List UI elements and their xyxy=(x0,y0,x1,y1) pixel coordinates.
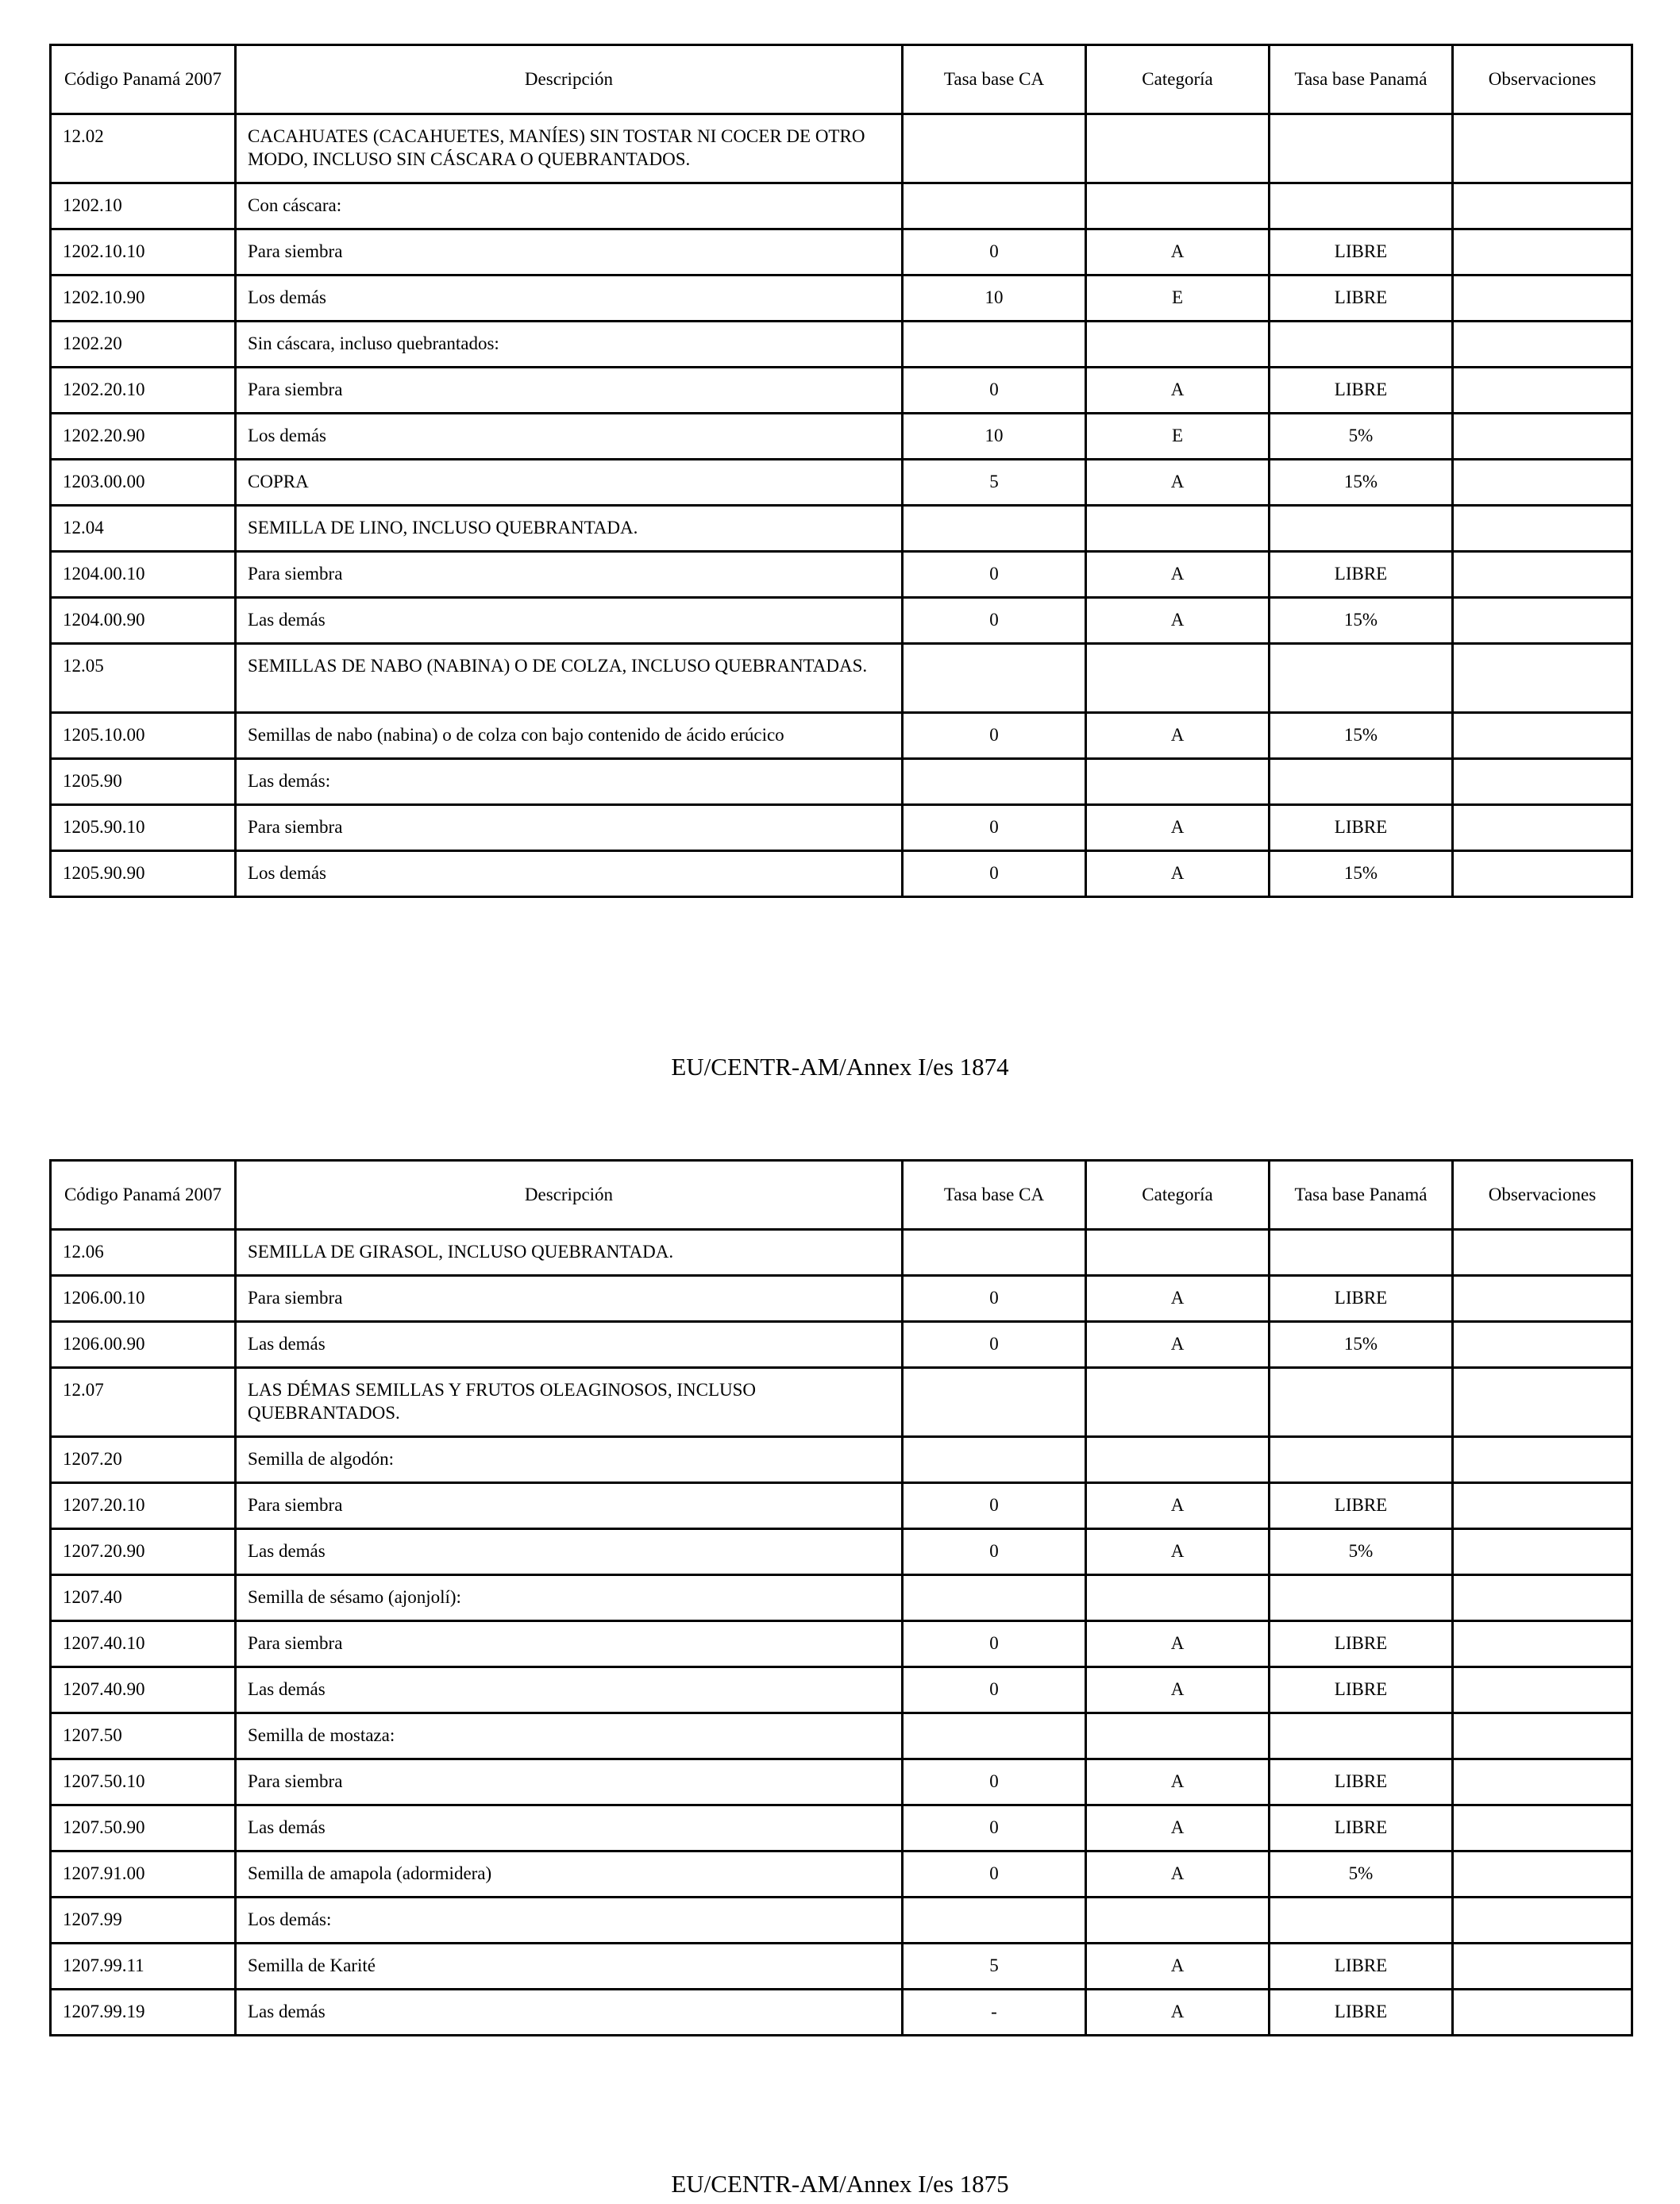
cell-codigo: 12.05 xyxy=(51,644,236,713)
cell-tasa-base-panama: 5% xyxy=(1270,1529,1453,1575)
cell-codigo: 1207.20.90 xyxy=(51,1529,236,1575)
cell-tasa-base-panama: LIBRE xyxy=(1270,276,1453,322)
header-descripcion: Descripción xyxy=(236,1161,903,1230)
cell-observaciones xyxy=(1453,1621,1632,1667)
cell-codigo: 1206.00.90 xyxy=(51,1322,236,1368)
cell-observaciones xyxy=(1453,414,1632,460)
cell-tasa-base-panama: LIBRE xyxy=(1270,1667,1453,1713)
table-row xyxy=(51,713,1632,759)
table-row xyxy=(51,1437,1632,1483)
cell-observaciones xyxy=(1453,1990,1632,2036)
cell-tasa-base-ca xyxy=(903,506,1086,552)
table-row xyxy=(51,1759,1632,1805)
cell-codigo: 1204.00.10 xyxy=(51,552,236,598)
cell-codigo: 1205.90 xyxy=(51,759,236,805)
cell-tasa-base-panama: LIBRE xyxy=(1270,1990,1453,2036)
cell-tasa-base-ca: 0 xyxy=(903,1529,1086,1575)
cell-observaciones xyxy=(1453,1851,1632,1898)
cell-descripcion: Los demás: xyxy=(236,1898,903,1944)
cell-tasa-base-panama: LIBRE xyxy=(1270,1759,1453,1805)
cell-categoria: A xyxy=(1086,552,1270,598)
cell-descripcion: Semilla de sésamo (ajonjolí): xyxy=(236,1575,903,1621)
cell-codigo: 1207.40 xyxy=(51,1575,236,1621)
cell-codigo: 1207.99 xyxy=(51,1898,236,1944)
cell-observaciones xyxy=(1453,805,1632,851)
cell-tasa-base-panama: LIBRE xyxy=(1270,229,1453,276)
cell-codigo: 1204.00.90 xyxy=(51,598,236,644)
cell-tasa-base-panama xyxy=(1270,183,1453,229)
cell-codigo: 1203.00.00 xyxy=(51,460,236,506)
table-row xyxy=(51,506,1632,552)
cell-descripcion: Semilla de algodón: xyxy=(236,1437,903,1483)
cell-observaciones xyxy=(1453,1944,1632,1990)
cell-tasa-base-panama: LIBRE xyxy=(1270,1944,1453,1990)
cell-categoria: A xyxy=(1086,1944,1270,1990)
cell-tasa-base-ca xyxy=(903,1230,1086,1276)
cell-observaciones xyxy=(1453,598,1632,644)
cell-codigo: 1207.50.10 xyxy=(51,1759,236,1805)
header-codigo: Código Panamá 2007 xyxy=(51,1161,236,1230)
cell-observaciones xyxy=(1453,1529,1632,1575)
cell-categoria: A xyxy=(1086,1805,1270,1851)
cell-categoria: A xyxy=(1086,1759,1270,1805)
cell-codigo: 1207.50.90 xyxy=(51,1805,236,1851)
table-row xyxy=(51,229,1632,276)
cell-tasa-base-panama xyxy=(1270,322,1453,368)
cell-tasa-base-panama xyxy=(1270,114,1453,183)
cell-observaciones xyxy=(1453,851,1632,897)
cell-tasa-base-panama: LIBRE xyxy=(1270,552,1453,598)
cell-observaciones xyxy=(1453,1667,1632,1713)
cell-descripcion: Para siembra xyxy=(236,1621,903,1667)
cell-descripcion: Las demás: xyxy=(236,759,903,805)
cell-codigo: 1202.10 xyxy=(51,183,236,229)
cell-categoria: A xyxy=(1086,368,1270,414)
cell-categoria xyxy=(1086,114,1270,183)
cell-tasa-base-ca xyxy=(903,1368,1086,1437)
cell-descripcion: Los demás xyxy=(236,276,903,322)
table-row xyxy=(51,1667,1632,1713)
cell-observaciones xyxy=(1453,229,1632,276)
header-tasa-base-ca: Tasa base CA xyxy=(903,45,1086,114)
cell-observaciones xyxy=(1453,1713,1632,1759)
cell-observaciones xyxy=(1453,114,1632,183)
table-body xyxy=(51,1230,1632,2036)
table-row xyxy=(51,1276,1632,1322)
cell-tasa-base-ca xyxy=(903,1898,1086,1944)
cell-descripcion: Para siembra xyxy=(236,552,903,598)
cell-categoria xyxy=(1086,506,1270,552)
cell-descripcion: CACAHUATES (CACAHUETES, MANÍES) SIN TOSTAR NI COCER DE OTRO MODO, INCLUSO SIN CÁSCARA O QUEBRANTADOS. xyxy=(236,114,903,183)
header-observaciones: Observaciones xyxy=(1453,45,1632,114)
cell-tasa-base-panama: 15% xyxy=(1270,713,1453,759)
cell-tasa-base-ca: 0 xyxy=(903,851,1086,897)
table-row xyxy=(51,460,1632,506)
cell-observaciones xyxy=(1453,1805,1632,1851)
cell-codigo: 1207.20 xyxy=(51,1437,236,1483)
cell-observaciones xyxy=(1453,460,1632,506)
cell-observaciones xyxy=(1453,1759,1632,1805)
cell-tasa-base-panama: LIBRE xyxy=(1270,805,1453,851)
cell-descripcion: SEMILLAS DE NABO (NABINA) O DE COLZA, INCLUSO QUEBRANTADAS. xyxy=(236,644,903,713)
cell-categoria: A xyxy=(1086,1483,1270,1529)
cell-codigo: 1205.90.90 xyxy=(51,851,236,897)
cell-descripcion: Semillas de nabo (nabina) o de colza con bajo contenido de ácido erúcico xyxy=(236,713,903,759)
cell-tasa-base-panama: 5% xyxy=(1270,414,1453,460)
cell-descripcion: SEMILLA DE LINO, INCLUSO QUEBRANTADA. xyxy=(236,506,903,552)
cell-observaciones xyxy=(1453,1322,1632,1368)
cell-tasa-base-ca: 0 xyxy=(903,552,1086,598)
cell-tasa-base-ca: 0 xyxy=(903,1322,1086,1368)
cell-descripcion: Las demás xyxy=(236,1990,903,2036)
cell-descripcion: LAS DÉMAS SEMILLAS Y FRUTOS OLEAGINOSOS, INCLUSO QUEBRANTADOS. xyxy=(236,1368,903,1437)
cell-descripcion: COPRA xyxy=(236,460,903,506)
cell-codigo: 1202.20.10 xyxy=(51,368,236,414)
cell-observaciones xyxy=(1453,759,1632,805)
table-row xyxy=(51,183,1632,229)
cell-categoria: A xyxy=(1086,1322,1270,1368)
cell-descripcion: Para siembra xyxy=(236,1276,903,1322)
cell-categoria: A xyxy=(1086,1276,1270,1322)
header-categoria: Categoría xyxy=(1086,45,1270,114)
cell-tasa-base-ca xyxy=(903,1437,1086,1483)
cell-categoria xyxy=(1086,1898,1270,1944)
table-row xyxy=(51,322,1632,368)
page-reference-label: EU/CENTR-AM/Annex I/es 1875 xyxy=(671,2170,1009,2198)
cell-tasa-base-panama: LIBRE xyxy=(1270,1276,1453,1322)
cell-tasa-base-ca: 5 xyxy=(903,460,1086,506)
cell-tasa-base-ca: 0 xyxy=(903,1759,1086,1805)
cell-tasa-base-ca: 0 xyxy=(903,368,1086,414)
cell-tasa-base-panama xyxy=(1270,1898,1453,1944)
table-row xyxy=(51,414,1632,460)
cell-tasa-base-ca: 5 xyxy=(903,1944,1086,1990)
table-row xyxy=(51,1575,1632,1621)
table-row xyxy=(51,598,1632,644)
table-row xyxy=(51,1322,1632,1368)
cell-tasa-base-ca: 10 xyxy=(903,414,1086,460)
cell-descripcion: Sin cáscara, incluso quebrantados: xyxy=(236,322,903,368)
cell-tasa-base-panama xyxy=(1270,1713,1453,1759)
cell-tasa-base-ca: 0 xyxy=(903,229,1086,276)
cell-categoria xyxy=(1086,322,1270,368)
header-descripcion: Descripción xyxy=(236,45,903,114)
cell-categoria xyxy=(1086,1713,1270,1759)
cell-tasa-base-panama xyxy=(1270,1575,1453,1621)
cell-observaciones xyxy=(1453,1368,1632,1437)
cell-tasa-base-ca xyxy=(903,1713,1086,1759)
cell-categoria: A xyxy=(1086,805,1270,851)
table-header-row xyxy=(51,1161,1632,1230)
cell-tasa-base-panama: 5% xyxy=(1270,1851,1453,1898)
cell-categoria xyxy=(1086,1437,1270,1483)
cell-tasa-base-panama xyxy=(1270,759,1453,805)
cell-tasa-base-ca xyxy=(903,114,1086,183)
cell-tasa-base-panama: LIBRE xyxy=(1270,1483,1453,1529)
table-row xyxy=(51,1990,1632,2036)
cell-descripcion: Con cáscara: xyxy=(236,183,903,229)
cell-categoria: A xyxy=(1086,1667,1270,1713)
cell-categoria xyxy=(1086,183,1270,229)
cell-tasa-base-panama: LIBRE xyxy=(1270,1621,1453,1667)
cell-tasa-base-ca: 0 xyxy=(903,1621,1086,1667)
cell-observaciones xyxy=(1453,644,1632,713)
table-row xyxy=(51,1483,1632,1529)
cell-observaciones xyxy=(1453,276,1632,322)
cell-codigo: 1207.99.11 xyxy=(51,1944,236,1990)
cell-observaciones xyxy=(1453,1276,1632,1322)
cell-categoria xyxy=(1086,1368,1270,1437)
cell-descripcion: Para siembra xyxy=(236,368,903,414)
cell-categoria: A xyxy=(1086,598,1270,644)
cell-observaciones xyxy=(1453,183,1632,229)
cell-codigo: 12.07 xyxy=(51,1368,236,1437)
cell-descripcion: Para siembra xyxy=(236,229,903,276)
cell-tasa-base-ca xyxy=(903,1575,1086,1621)
cell-tasa-base-panama: LIBRE xyxy=(1270,368,1453,414)
header-codigo: Código Panamá 2007 xyxy=(51,45,236,114)
cell-descripcion: Para siembra xyxy=(236,1483,903,1529)
cell-descripcion: Las demás xyxy=(236,1667,903,1713)
cell-categoria: A xyxy=(1086,1621,1270,1667)
cell-codigo: 1207.91.00 xyxy=(51,1851,236,1898)
table-body xyxy=(51,114,1632,897)
cell-categoria: A xyxy=(1086,1990,1270,2036)
cell-codigo: 1202.20.90 xyxy=(51,414,236,460)
cell-descripcion: SEMILLA DE GIRASOL, INCLUSO QUEBRANTADA. xyxy=(236,1230,903,1276)
cell-descripcion: Para siembra xyxy=(236,805,903,851)
cell-tasa-base-ca xyxy=(903,759,1086,805)
table-row xyxy=(51,1851,1632,1898)
table-row xyxy=(51,1944,1632,1990)
cell-codigo: 12.06 xyxy=(51,1230,236,1276)
cell-categoria xyxy=(1086,1575,1270,1621)
table-row xyxy=(51,1805,1632,1851)
cell-descripcion: Semilla de mostaza: xyxy=(236,1713,903,1759)
cell-observaciones xyxy=(1453,1898,1632,1944)
cell-codigo: 1202.20 xyxy=(51,322,236,368)
cell-tasa-base-panama xyxy=(1270,1437,1453,1483)
table-row xyxy=(51,114,1632,183)
cell-categoria: A xyxy=(1086,229,1270,276)
cell-descripcion: Las demás xyxy=(236,1529,903,1575)
cell-observaciones xyxy=(1453,1230,1632,1276)
cell-tasa-base-ca: 0 xyxy=(903,1851,1086,1898)
cell-categoria: E xyxy=(1086,276,1270,322)
cell-categoria: A xyxy=(1086,460,1270,506)
table-row xyxy=(51,1621,1632,1667)
cell-observaciones xyxy=(1453,322,1632,368)
cell-descripcion: Las demás xyxy=(236,1322,903,1368)
cell-tasa-base-panama: 15% xyxy=(1270,851,1453,897)
cell-tasa-base-ca: - xyxy=(903,1990,1086,2036)
cell-observaciones xyxy=(1453,1575,1632,1621)
cell-descripcion: Las demás xyxy=(236,598,903,644)
cell-tasa-base-panama xyxy=(1270,1368,1453,1437)
cell-codigo: 12.02 xyxy=(51,114,236,183)
tariff-table-page-1874 xyxy=(49,44,1633,898)
cell-codigo: 1206.00.10 xyxy=(51,1276,236,1322)
cell-tasa-base-ca: 0 xyxy=(903,1667,1086,1713)
cell-tasa-base-ca: 0 xyxy=(903,1483,1086,1529)
cell-categoria: A xyxy=(1086,1851,1270,1898)
cell-tasa-base-ca xyxy=(903,644,1086,713)
table-row xyxy=(51,805,1632,851)
table-row xyxy=(51,1529,1632,1575)
table-header-row xyxy=(51,45,1632,114)
cell-codigo: 1202.10.10 xyxy=(51,229,236,276)
page-reference-label: EU/CENTR-AM/Annex I/es 1874 xyxy=(671,1053,1009,1081)
cell-tasa-base-ca: 0 xyxy=(903,1805,1086,1851)
cell-codigo: 1202.10.90 xyxy=(51,276,236,322)
tariff-table-page-1875 xyxy=(49,1159,1633,2036)
table-row xyxy=(51,1713,1632,1759)
cell-tasa-base-panama: LIBRE xyxy=(1270,1805,1453,1851)
cell-descripcion: Las demás xyxy=(236,1805,903,1851)
cell-tasa-base-panama xyxy=(1270,1230,1453,1276)
cell-observaciones xyxy=(1453,506,1632,552)
header-tasa-base-panama: Tasa base Panamá xyxy=(1270,45,1453,114)
table-row xyxy=(51,552,1632,598)
cell-observaciones xyxy=(1453,1483,1632,1529)
cell-descripcion: Semilla de Karité xyxy=(236,1944,903,1990)
header-tasa-base-panama: Tasa base Panamá xyxy=(1270,1161,1453,1230)
table-row xyxy=(51,1898,1632,1944)
cell-tasa-base-panama xyxy=(1270,506,1453,552)
cell-tasa-base-ca: 0 xyxy=(903,805,1086,851)
cell-tasa-base-ca: 0 xyxy=(903,1276,1086,1322)
cell-observaciones xyxy=(1453,552,1632,598)
cell-observaciones xyxy=(1453,368,1632,414)
cell-tasa-base-ca: 10 xyxy=(903,276,1086,322)
table-row xyxy=(51,1230,1632,1276)
cell-observaciones xyxy=(1453,713,1632,759)
cell-codigo: 1207.20.10 xyxy=(51,1483,236,1529)
cell-tasa-base-ca xyxy=(903,322,1086,368)
cell-codigo: 1205.10.00 xyxy=(51,713,236,759)
cell-categoria xyxy=(1086,1230,1270,1276)
header-tasa-base-ca: Tasa base CA xyxy=(903,1161,1086,1230)
table-row xyxy=(51,276,1632,322)
cell-codigo: 1207.99.19 xyxy=(51,1990,236,2036)
cell-descripcion: Para siembra xyxy=(236,1759,903,1805)
cell-observaciones xyxy=(1453,1437,1632,1483)
table-row xyxy=(51,644,1632,713)
table-row xyxy=(51,1368,1632,1437)
cell-codigo: 1207.40.10 xyxy=(51,1621,236,1667)
cell-tasa-base-panama: 15% xyxy=(1270,460,1453,506)
cell-codigo: 12.04 xyxy=(51,506,236,552)
table-row xyxy=(51,759,1632,805)
cell-tasa-base-ca: 0 xyxy=(903,713,1086,759)
cell-codigo: 1207.50 xyxy=(51,1713,236,1759)
cell-codigo: 1207.40.90 xyxy=(51,1667,236,1713)
cell-categoria xyxy=(1086,759,1270,805)
cell-codigo: 1205.90.10 xyxy=(51,805,236,851)
cell-categoria: A xyxy=(1086,1529,1270,1575)
table-row xyxy=(51,851,1632,897)
cell-tasa-base-panama: 15% xyxy=(1270,598,1453,644)
cell-tasa-base-panama: 15% xyxy=(1270,1322,1453,1368)
cell-categoria: A xyxy=(1086,713,1270,759)
cell-tasa-base-ca xyxy=(903,183,1086,229)
cell-categoria xyxy=(1086,644,1270,713)
cell-categoria: A xyxy=(1086,851,1270,897)
header-observaciones: Observaciones xyxy=(1453,1161,1632,1230)
cell-tasa-base-panama xyxy=(1270,644,1453,713)
cell-descripcion: Semilla de amapola (adormidera) xyxy=(236,1851,903,1898)
header-categoria: Categoría xyxy=(1086,1161,1270,1230)
cell-descripcion: Los demás xyxy=(236,851,903,897)
cell-tasa-base-ca: 0 xyxy=(903,598,1086,644)
cell-categoria: E xyxy=(1086,414,1270,460)
cell-descripcion: Los demás xyxy=(236,414,903,460)
table-row xyxy=(51,368,1632,414)
